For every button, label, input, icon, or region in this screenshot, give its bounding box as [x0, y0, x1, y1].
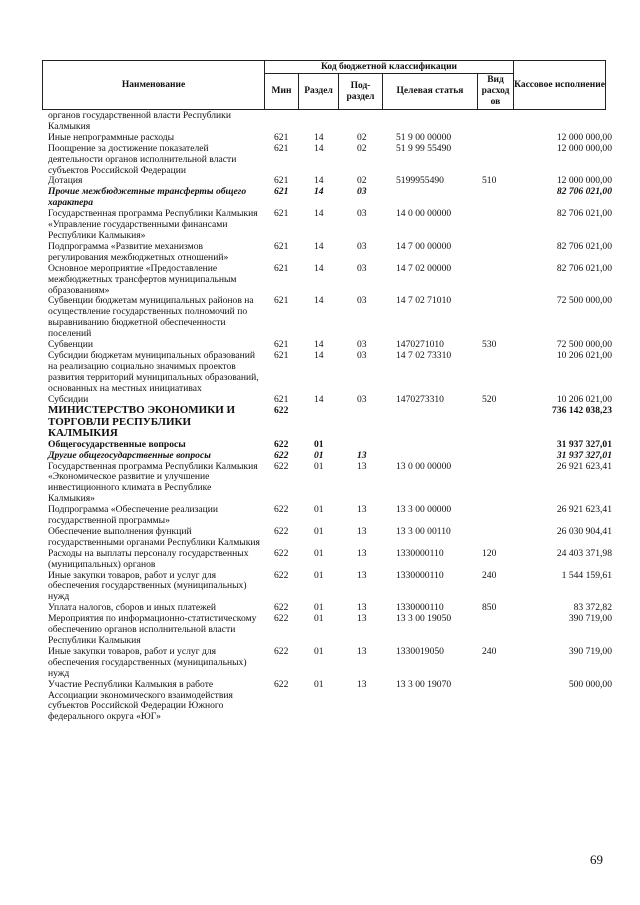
- header-razdel: Раздел: [299, 74, 339, 110]
- row-target: 14 7 02 73310: [396, 349, 452, 361]
- row-podrazdel: 02: [357, 131, 367, 143]
- row-razdel: 14: [314, 262, 324, 274]
- row-podrazdel: 13: [357, 504, 367, 516]
- row-sum: 82 706 021,00: [556, 186, 612, 198]
- row-sum: 10 206 021,00: [556, 393, 612, 405]
- row-target: 51 9 00 00000: [396, 131, 452, 143]
- row-target: 1330000110: [396, 547, 444, 559]
- row-min: 622: [274, 645, 289, 657]
- row-target: 51 9 99 55490: [396, 142, 452, 154]
- row-name: Субсидии бюджетам муниципальных образований на реализацию социально значимых проектов развития территорий муниципальных образований, основанных на местных инициативах: [48, 349, 259, 394]
- header-vid: Вид расход ов: [478, 74, 514, 110]
- row-name: Мероприятия по информационно-статистическому обеспечению органов исполнительной власти Республики Калмыкия: [48, 613, 257, 646]
- row-min: 622: [274, 613, 289, 625]
- row-vid: 850: [482, 602, 497, 614]
- table-row: [0, 462, 640, 506]
- row-name: Обеспечение выполнения функций государственными органами Республики Калмыкия: [48, 525, 260, 548]
- row-min: 621: [274, 208, 289, 220]
- row-sum: 31 937 327,01: [556, 438, 612, 450]
- row-sum: 12 000 000,00: [556, 131, 612, 143]
- row-name: Общегосударственные вопросы: [48, 438, 186, 450]
- row-name: Расходы на выплаты персоналу государственных (муниципальных) органов: [48, 547, 249, 570]
- table-row: [0, 209, 640, 242]
- row-razdel: 14: [314, 339, 324, 351]
- table-row: [0, 614, 640, 647]
- row-razdel: 14: [314, 186, 324, 198]
- row-podrazdel: 03: [357, 349, 367, 361]
- table-row: [0, 144, 640, 177]
- row-podrazdel: 03: [357, 393, 367, 405]
- row-razdel: 01: [314, 504, 324, 516]
- row-sum: 390 719,00: [568, 645, 612, 657]
- row-name: Иные непрограммные расходы: [48, 131, 175, 143]
- header-kbk: Код бюджетной классификации: [265, 61, 514, 74]
- row-sum: 82 706 021,00: [556, 262, 612, 274]
- row-razdel: 01: [314, 602, 324, 614]
- table-header: [42, 60, 606, 110]
- row-target: 5199955490: [396, 175, 444, 187]
- row-min: 621: [274, 262, 289, 274]
- row-sum: 500 000,00: [568, 678, 612, 690]
- row-min: 621: [274, 393, 289, 405]
- row-min: 621: [274, 240, 289, 252]
- row-target: 14 0 00 00000: [396, 208, 452, 220]
- row-name: Основное мероприятие «Предоставление межбюджетных трансфертов муниципальным образованиям»: [48, 262, 237, 296]
- row-podrazdel: 03: [357, 295, 367, 307]
- table-row: [0, 647, 640, 680]
- row-razdel: 01: [314, 438, 324, 450]
- row-target: 13 3 00 19050: [396, 613, 452, 625]
- row-name: органов государственной власти Республики Калмыкия: [48, 110, 231, 132]
- row-min: 622: [274, 569, 289, 581]
- row-name: Поощрение за достижение показателей деятельности органов исполнительной власти субъектов Российской Федерации: [48, 142, 237, 176]
- row-name: Участие Республики Калмыкия в работе Ассоциации экономического взаимодействия субъектов Российской Федерации Южного федерального округа «ЮГ»: [48, 678, 233, 723]
- row-razdel: 14: [314, 208, 324, 220]
- row-min: 621: [274, 349, 289, 361]
- row-sum: 12 000 000,00: [556, 175, 612, 187]
- row-target: 13 3 00 19070: [396, 678, 452, 690]
- row-podrazdel: 13: [357, 602, 367, 614]
- row-vid: 240: [482, 569, 497, 581]
- row-name: Другие общегосударственные вопросы: [48, 449, 211, 461]
- row-min: 622: [274, 678, 289, 690]
- row-name: Государственная программа Республики Калмыкия «Управление государственными финансами Республики Калмыкия»: [48, 208, 258, 241]
- table-row: [0, 111, 640, 133]
- row-name: Субвенции бюджетам муниципальных районов на осуществление государственных полномочий по выравниванию бюджетной обеспеченности поселений: [48, 295, 254, 340]
- table-row: [0, 405, 640, 439]
- row-target: 1470273310: [396, 393, 444, 405]
- table-row: [0, 440, 640, 451]
- row-razdel: 14: [314, 349, 324, 361]
- row-min: 621: [274, 339, 289, 351]
- table-row: [0, 242, 640, 264]
- table-row: [0, 264, 640, 297]
- row-razdel: 01: [314, 678, 324, 690]
- row-sum: 82 706 021,00: [556, 240, 612, 252]
- row-target: 13 0 00 00000: [396, 460, 452, 472]
- row-name: Иные закупки товаров, работ и услуг для обеспечения государственных (муниципальных) нужд: [48, 645, 247, 679]
- row-razdel: 14: [314, 175, 324, 187]
- row-min: 621: [274, 186, 289, 198]
- row-razdel: 01: [314, 460, 324, 472]
- row-vid: 520: [482, 393, 497, 405]
- row-podrazdel: 03: [357, 262, 367, 274]
- row-target: 14 7 00 00000: [396, 240, 452, 252]
- row-target: 1330000110: [396, 569, 444, 581]
- row-name: Дотация: [48, 175, 83, 187]
- row-podrazdel: 03: [357, 339, 367, 351]
- row-razdel: 01: [314, 645, 324, 657]
- row-razdel: 01: [314, 547, 324, 559]
- row-min: 622: [274, 405, 289, 417]
- row-target: 14 7 02 71010: [396, 295, 452, 307]
- row-target: 1330019050: [396, 645, 444, 657]
- row-razdel: 14: [314, 295, 324, 307]
- row-razdel: 14: [314, 393, 324, 405]
- row-name: Государственная программа Республики Калмыкия «Экономическое развитие и улучшение инвестиционного климата в Республике Калмыкия»: [48, 460, 258, 505]
- row-podrazdel: 02: [357, 175, 367, 187]
- row-sum: 736 142 038,23: [552, 405, 612, 417]
- row-razdel: 14: [314, 131, 324, 143]
- row-podrazdel: 03: [357, 186, 367, 198]
- row-name: Подпрограмма «Обеспечение реализации государственной программы»: [48, 504, 219, 527]
- row-podrazdel: 13: [357, 645, 367, 657]
- row-min: 621: [274, 295, 289, 307]
- row-podrazdel: 03: [357, 208, 367, 220]
- row-target: 13 3 00 00110: [396, 525, 451, 537]
- row-min: 622: [274, 504, 289, 516]
- row-min: 622: [274, 547, 289, 559]
- row-min: 621: [274, 131, 289, 143]
- row-sum: 10 206 021,00: [556, 349, 612, 361]
- row-sum: 26 030 904,41: [556, 525, 612, 537]
- row-min: 621: [274, 142, 289, 154]
- row-sum: 31 937 327,01: [556, 449, 612, 461]
- row-target: 14 7 02 00000: [396, 262, 452, 274]
- row-sum: 12 000 000,00: [556, 142, 612, 154]
- row-razdel: 14: [314, 142, 324, 154]
- row-name: Прочие межбюджетные трансферты общего характера: [48, 186, 247, 209]
- row-vid: 120: [482, 547, 497, 559]
- row-podrazdel: 13: [357, 525, 367, 537]
- table-body: [0, 111, 640, 723]
- row-razdel: 01: [314, 569, 324, 581]
- header-min: Мин: [265, 74, 299, 110]
- table-row: [0, 296, 640, 340]
- row-podrazdel: 13: [357, 569, 367, 581]
- table-row: [0, 527, 640, 549]
- row-target: 1470271010: [396, 339, 444, 351]
- row-name: Субвенции: [48, 339, 93, 351]
- row-name: Субсидии: [48, 393, 89, 405]
- table-row: [0, 187, 640, 209]
- table-row: [0, 680, 640, 724]
- row-podrazdel: 02: [357, 142, 367, 154]
- row-sum: 1 544 159,61: [561, 569, 612, 581]
- row-razdel: 01: [314, 525, 324, 537]
- row-sum: 390 719,00: [568, 613, 612, 625]
- header-cel: Целевая статья: [383, 74, 478, 110]
- row-sum: 83 372,82: [573, 602, 612, 614]
- row-razdel: 01: [314, 613, 324, 625]
- row-podrazdel: 13: [357, 678, 367, 690]
- header-name: Наименование: [43, 61, 265, 110]
- row-sum: 26 921 623,41: [556, 504, 612, 516]
- row-min: 622: [274, 602, 289, 614]
- row-vid: 240: [482, 645, 497, 657]
- header-podrazdel: Под-раздел: [339, 74, 383, 110]
- row-sum: 26 921 623,41: [556, 460, 612, 472]
- row-name: Иные закупки товаров, работ и услуг для обеспечения государственных (муниципальных) нужд: [48, 569, 247, 603]
- table-row: [0, 549, 640, 571]
- row-name: МИНИСТЕРСТВО ЭКОНОМИКИ И ТОРГОВЛИ РЕСПУБЛИКИ КАЛМЫКИЯ: [48, 404, 236, 440]
- row-razdel: 14: [314, 240, 324, 252]
- page-number: 69: [590, 852, 603, 867]
- row-target: 13 3 00 00000: [396, 504, 452, 516]
- row-podrazdel: 13: [357, 449, 367, 461]
- row-min: 622: [274, 525, 289, 537]
- row-podrazdel: 13: [357, 460, 367, 472]
- row-target: 1330000110: [396, 602, 444, 614]
- table-row: [0, 351, 640, 395]
- row-sum: 72 500 000,00: [556, 339, 612, 351]
- row-sum: 82 706 021,00: [556, 208, 612, 220]
- row-min: 622: [274, 438, 289, 450]
- table-row: [0, 451, 640, 462]
- row-name: Уплата налогов, сборов и иных платежей: [48, 602, 217, 614]
- row-sum: 24 403 371,98: [556, 547, 612, 559]
- row-name: Подпрограмма «Развитие механизмов регулирования межбюджетных отношений»: [48, 240, 229, 263]
- row-vid: 530: [482, 339, 497, 351]
- row-podrazdel: 03: [357, 240, 367, 252]
- row-sum: 72 500 000,00: [556, 295, 612, 307]
- row-min: 621: [274, 175, 289, 187]
- row-vid: 510: [482, 175, 497, 187]
- row-min: 622: [274, 460, 289, 472]
- row-podrazdel: 13: [357, 613, 367, 625]
- row-razdel: 01: [314, 449, 324, 461]
- row-podrazdel: 13: [357, 547, 367, 559]
- table-row: [0, 505, 640, 527]
- table-row: [0, 571, 640, 604]
- header-sum: Кассовое исполнение: [514, 61, 606, 110]
- row-min: 622: [274, 449, 289, 461]
